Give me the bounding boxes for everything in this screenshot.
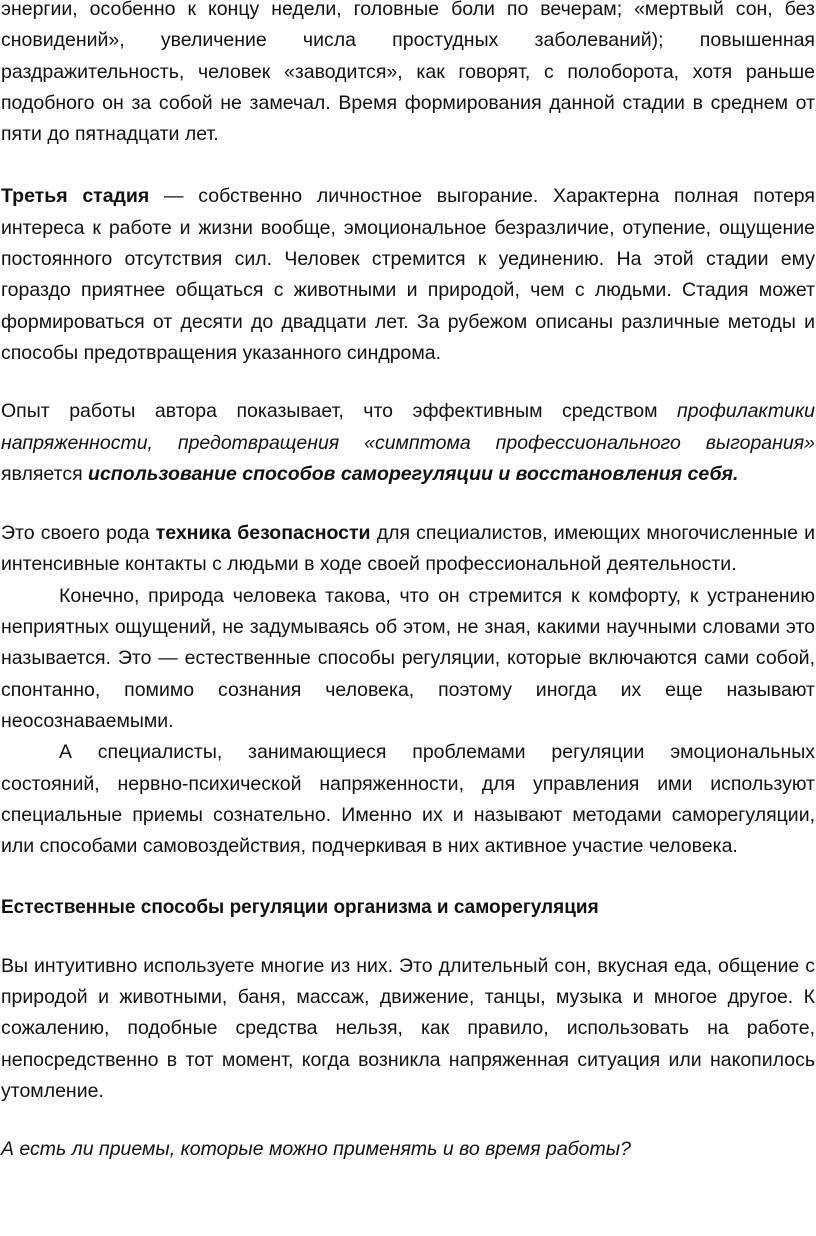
paragraph-author-experience [1,396,815,490]
paragraph-specialists: А специалисты, занимающиеся проблемами регуляции эмоциональных состояний, нервно-психической напряженности, для управления ими используют специальные приемы сознательно. Именно их и называют методами саморегуляции, или способами самовоздействия, подчеркивая в них активное участие человека. [1,741,815,858]
paragraph-third-stage [1,181,815,369]
safety-technique-term: техника безопасности [155,522,371,545]
closing-question: А есть ли приемы, которые можно применять и во время работы? [1,1138,631,1161]
safety-rest: для специалистов, имеющих многочисленные и интенсивные контакты с людьми в ходе своей профессиональной деятельности. [1,522,816,576]
paragraph-safety-technique [1,518,815,581]
paragraph-intuitive-methods: Вы интуитивно используете многие из них. Это длительный сон, вкусная еда, общение с природой и животными, баня, массаж, движение, танцы, музыка и многое другое. К сожалению, подобные средства нельзя, как правило, использовать на работе, непосредственно в тот момент, когда возникла напряженная ситуация или накопилось утомление. [1,954,815,1102]
third-stage-description: — собственно личностное выгорание. Характерна полная потеря интереса к работе и жизни вообще, эмоциональное безразличие, отупение, ощущение постоянного отсутствия сил. Человек стремится к уединению. На этой стадии ему гораздо приятнее общаться с животными и природой, чем с людьми. Стадия может формироваться от десяти до двадцати лет. За рубежом описаны различные методы и способы предотвращения указанного синдрома. [1,185,815,364]
third-stage-term: Третья стадия [1,185,150,208]
author-experience-start: Опыт работы автора показывает, что эффективным средством [1,400,678,423]
safety-start: Это своего рода [1,522,156,545]
prevention-phrase: профилактики напряженности, предотвращения «симптома профессионального выгорания» [1,400,815,454]
self-regulation-phrase: использование способов саморегуляции и восстановления себя. [88,462,739,485]
paragraph-second-stage-end: энергии, особенно к концу недели, головные боли по вечерам; «мертвый сон, без сновидений», увеличение числа простудных заболеваний); повышенная раздражительность, человек «заводится», как говорят, с полоборота, хотя раньше подобного он за собой не замечал. Время формирования данной стадии в среднем от пяти до пятнадцати лет. [1,0,815,146]
author-experience-mid: является [1,462,89,485]
paragraph-natural-regulation: Конечно, природа человека такова, что он стремится к комфорту, к устранению неприятных ощущений, не задумываясь об этом, не зная, какими научными словами это называется. Это — естественные способы регуляции, которые включаются сами собой, спонтанно, помимо сознания человека, поэтому иногда их еще называют неосознаваемыми. [1,584,815,732]
section-heading: Естественные способы регуляции организма и саморегуляция [1,897,599,919]
